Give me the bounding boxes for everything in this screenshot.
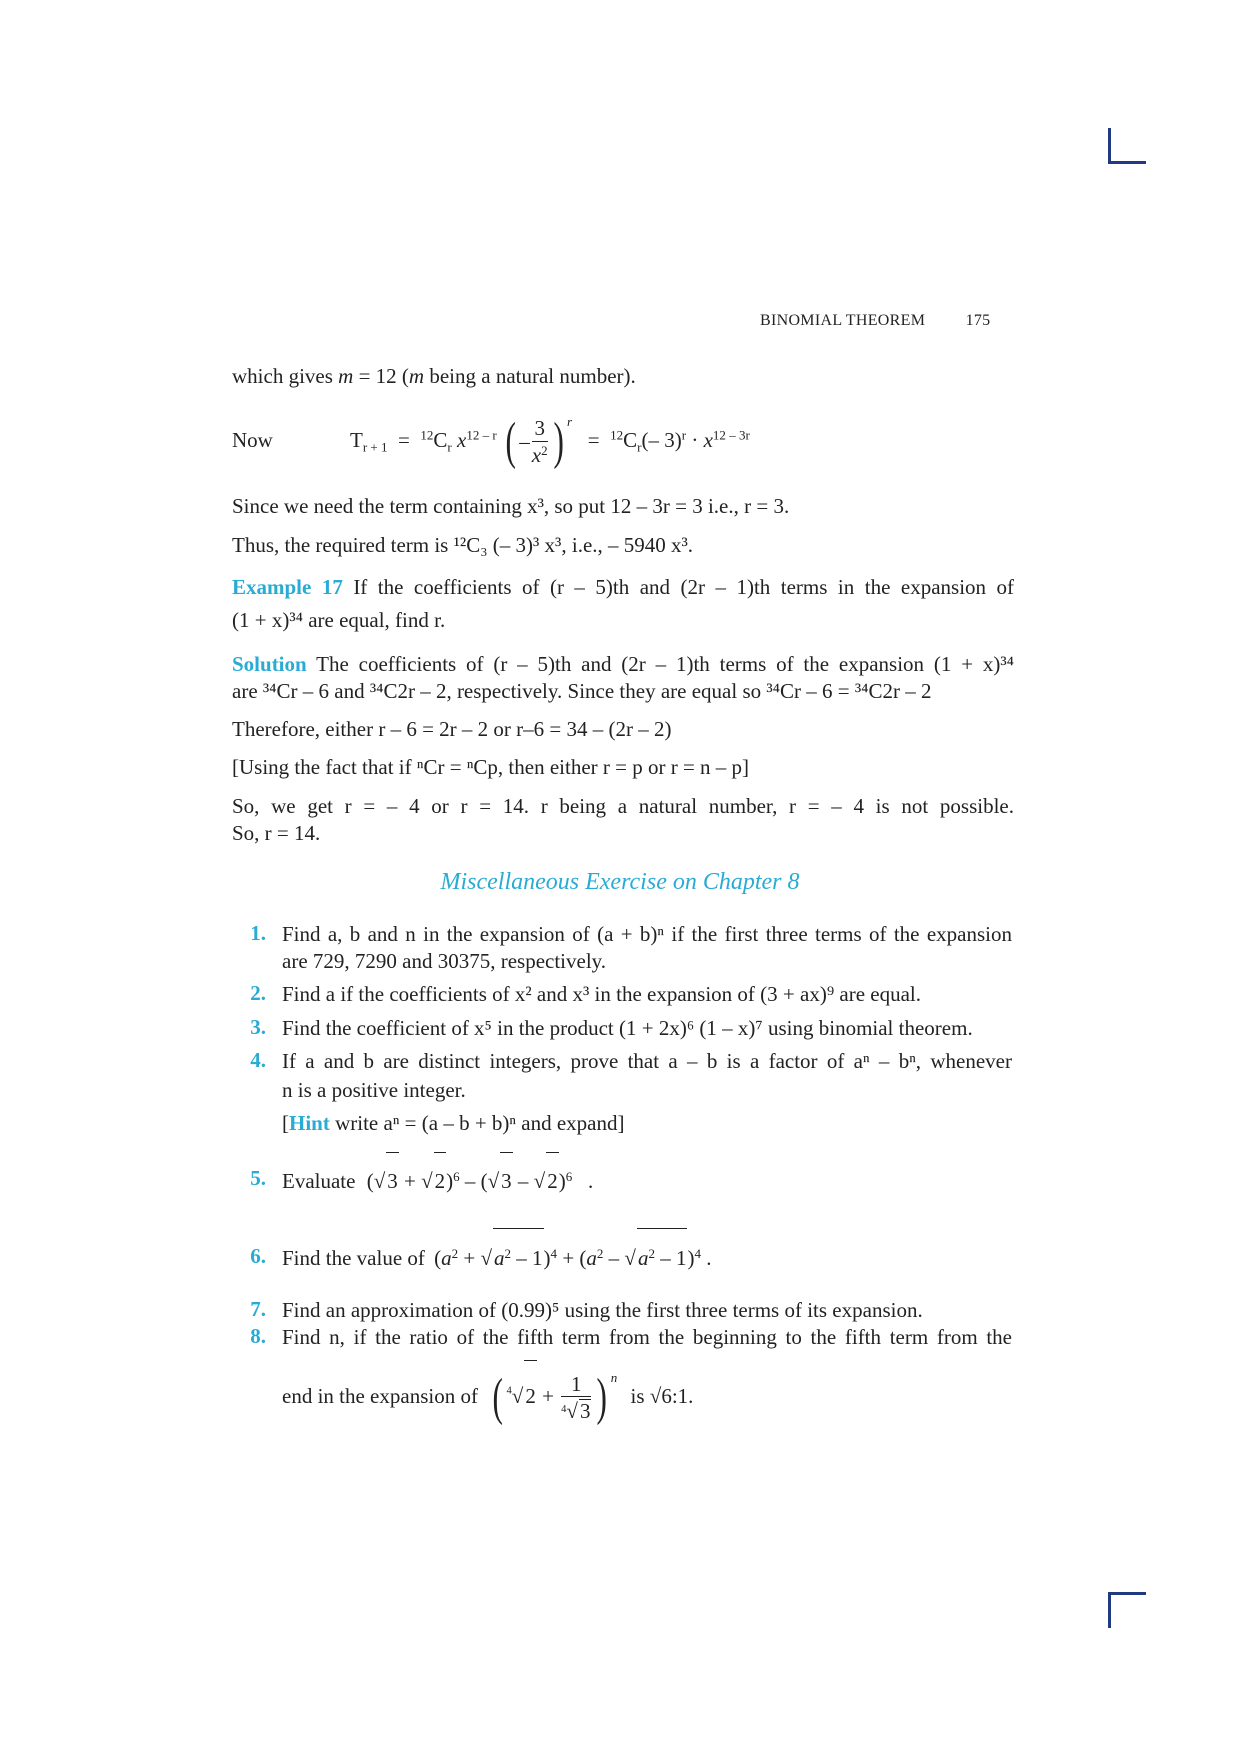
example-17: Example 17 If the coefficients of (r – 5)th and (2r – 1)th terms in the expansion of xyxy=(232,575,1015,599)
solution-label: Solution xyxy=(232,652,307,676)
text-line: which gives m = 12 (m being a natural number). xyxy=(232,364,636,388)
solution-line-5: So, we get r = – 4 or r = 14. r being a natural number, r = – 4 is not possible. xyxy=(232,794,1014,818)
solution-line-3: Therefore, either r – 6 = 2r – 2 or r–6 = 34 – (2r – 2) xyxy=(232,717,672,741)
solution-line-4: [Using the fact that if ⁿCr = ⁿCp, then either r = p or r = n – p] xyxy=(232,755,750,779)
example-17-cont: (1 + x)³⁴ are equal, find r. xyxy=(232,608,446,632)
chapter-title: BINOMIAL THEOREM xyxy=(760,312,926,329)
expression-8: ( $^4$√2 + $\frac{1}{^4√3}$ ) $^n$ xyxy=(489,1384,622,1408)
running-header xyxy=(760,312,990,330)
crop-mark-bottom-vertical xyxy=(1108,1592,1111,1628)
hint: [Hint write aⁿ = (a – b + b)ⁿ and expand] xyxy=(282,1111,625,1135)
exercise-title: Miscellaneous Exercise on Chapter 8 xyxy=(440,869,800,895)
solution-line-2: are ³⁴Cr – 6 and ³⁴C2r – 2, respectively. Since they are equal so ³⁴Cr – 6 = ³⁴C2r – 2 xyxy=(232,679,932,703)
hint-label: Hint xyxy=(289,1111,330,1135)
crop-mark-top-horizontal xyxy=(1108,161,1146,164)
solution: Solution The coefficients of (r – 5)th and (2r – 1)th terms of the expansion (1 + x)³⁴ xyxy=(232,652,1014,676)
text-line-thus: Thus, the required term is ¹²C₃ (– 3)³ x³, i.e., – 5940 x³. xyxy=(232,533,694,557)
equation-body: $T_{r + 1} = ^{12}C_r$ $x^{12 - r}$ ( – $\frac{3}{x^2}$ ) $^r = ^{12}C_r(-$ $3)^r \cdot x^{12 - 3r}$ xyxy=(350,413,750,470)
expression-5: $(√3 + √2)^6 - (√3 - √2)^6$ . xyxy=(367,1169,594,1193)
equation-now xyxy=(232,398,992,468)
crop-mark-top-vertical xyxy=(1108,128,1111,164)
now-label: Now xyxy=(232,428,273,452)
example-label: Example 17 xyxy=(232,575,343,599)
solution-line-6: So, r = 14. xyxy=(232,821,321,845)
crop-mark-bottom-horizontal xyxy=(1108,1592,1146,1595)
text-line-since: Since we need the term containing x³, so put 12 – 3r = 3 i.e., r = 3. xyxy=(232,494,790,518)
page-number: 175 xyxy=(965,312,991,329)
expression-6: $(a^2 + √a^2 - 1)^4 + (a^2 - √a^2 - 1)^4$ . xyxy=(434,1246,711,1270)
